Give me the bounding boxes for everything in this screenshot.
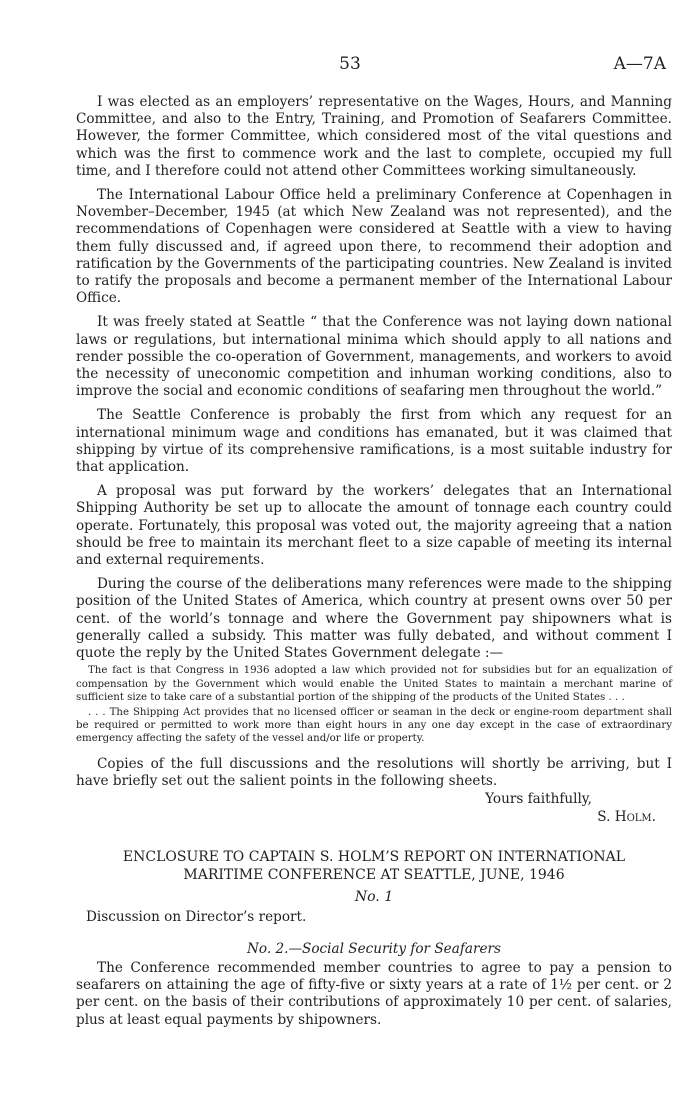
section-1-text: Discussion on Director’s report. bbox=[86, 908, 307, 925]
enclosure-heading-line1: ENCLOSURE TO CAPTAIN S. HOLM’S REPORT ON INTERNATIONAL bbox=[122, 848, 626, 865]
paragraph: A proposal was put forward by the workers’ delegates that an International Shipping Authority be set up to allocate the amount of tonnage each country could operate. Fortunately, this proposal was voted out, the majority agreeing that a nation should be free to maintain its merchant fleet to a size capable of meeting its internal and external requirements. bbox=[76, 483, 672, 569]
page-body bbox=[76, 94, 672, 1036]
quoted-text: . . . The Shipping Act provides that no licensed officer or seaman in the deck or engine-room department shall be required or permitted to work more than eight hours in any one day except in the case of extraordinary emergency affecting the safety of the vessel and/or life or property. bbox=[76, 706, 672, 745]
paragraph: I was elected as an employers’ representative on the Wages, Hours, and Manning Committee, and also to the Entry, Training, and Promotion of Seafarers Committee. However, the former Committee, which considered most of the vital questions and which was the first to commence work and the last to complete, occupied my full time, and I therefore could not attend other Committees working simultaneously. bbox=[76, 94, 672, 179]
page-header bbox=[0, 54, 700, 78]
quoted-text: The fact is that Congress in 1936 adopted a law which provided not for subsidies but for an equalization of compensation by the Government which would enable the United States to maintain a merchant marine of sufficient size to take care of a substantial portion of the shipping of the products of the United States . . . bbox=[76, 665, 672, 703]
enclosure-heading-line2: MARITIME CONFERENCE AT SEATTLE, JUNE, 1946 bbox=[183, 866, 565, 883]
closing-paragraph: Copies of the full discussions and the resolutions will shortly be arriving, but I have briefly set out the salient points in the following sheets. bbox=[76, 755, 672, 789]
section-number-1: No. 1 bbox=[354, 888, 394, 905]
paragraph: During the course of the deliberations many references were made to the shipping position of the United States of America, which country at present owns over 50 per cent. of the world’s tonnage and where the Government pay shipowners what is generally called a subsidy. This matter was fully debated, and without comment I quote the reply by the United States Government delegate :— bbox=[76, 576, 672, 662]
paragraph: The International Labour Office held a preliminary Conference at Copenhagen in November–December, 1945 (at which New Zealand was not represented), and the recommendations of Copenhagen were considered at Seattle with a view to having them fully discussed and, if agreed upon there, to recommend their adoption and ratification by the Governments of the participating countries. New Zealand is invited to ratify the proposals and become a permanent member of the International Labour Office. bbox=[76, 187, 672, 307]
section-2-text: The Conference recommended member countries to agree to pay a pension to seafarers on attaining the age of fifty-five or sixty years at a rate of 1½ per cent. or 2 per cent. on the basis of their contributions of approximately 10 per cent. of salaries, plus at least equal payments by shipowners. bbox=[76, 959, 672, 1028]
paragraph: The Seattle Conference is probably the first from which any request for an international minimum wage and conditions has emanated, but it was claimed that shipping by virtue of its comprehensive ramifications, is a most suitable industry for that application. bbox=[76, 407, 672, 476]
page-number: 53 bbox=[339, 54, 361, 74]
signature: S. Holm. bbox=[597, 808, 656, 825]
section-2-title: No. 2.—Social Security for Seafarers bbox=[247, 940, 501, 957]
closing-salutation: Yours faithfully, bbox=[485, 790, 592, 807]
paragraph: It was freely stated at Seattle “ that the Conference was not laying down national laws or regulations, but international minima which should apply to all nations and render possible the co-operation of Government, managements, and workers to avoid the necessity of uneconomic competition and inhuman working conditions, also to improve the social and economic conditions of seafaring men throughout the world.” bbox=[76, 314, 672, 400]
document-reference: A—7A bbox=[613, 54, 666, 74]
